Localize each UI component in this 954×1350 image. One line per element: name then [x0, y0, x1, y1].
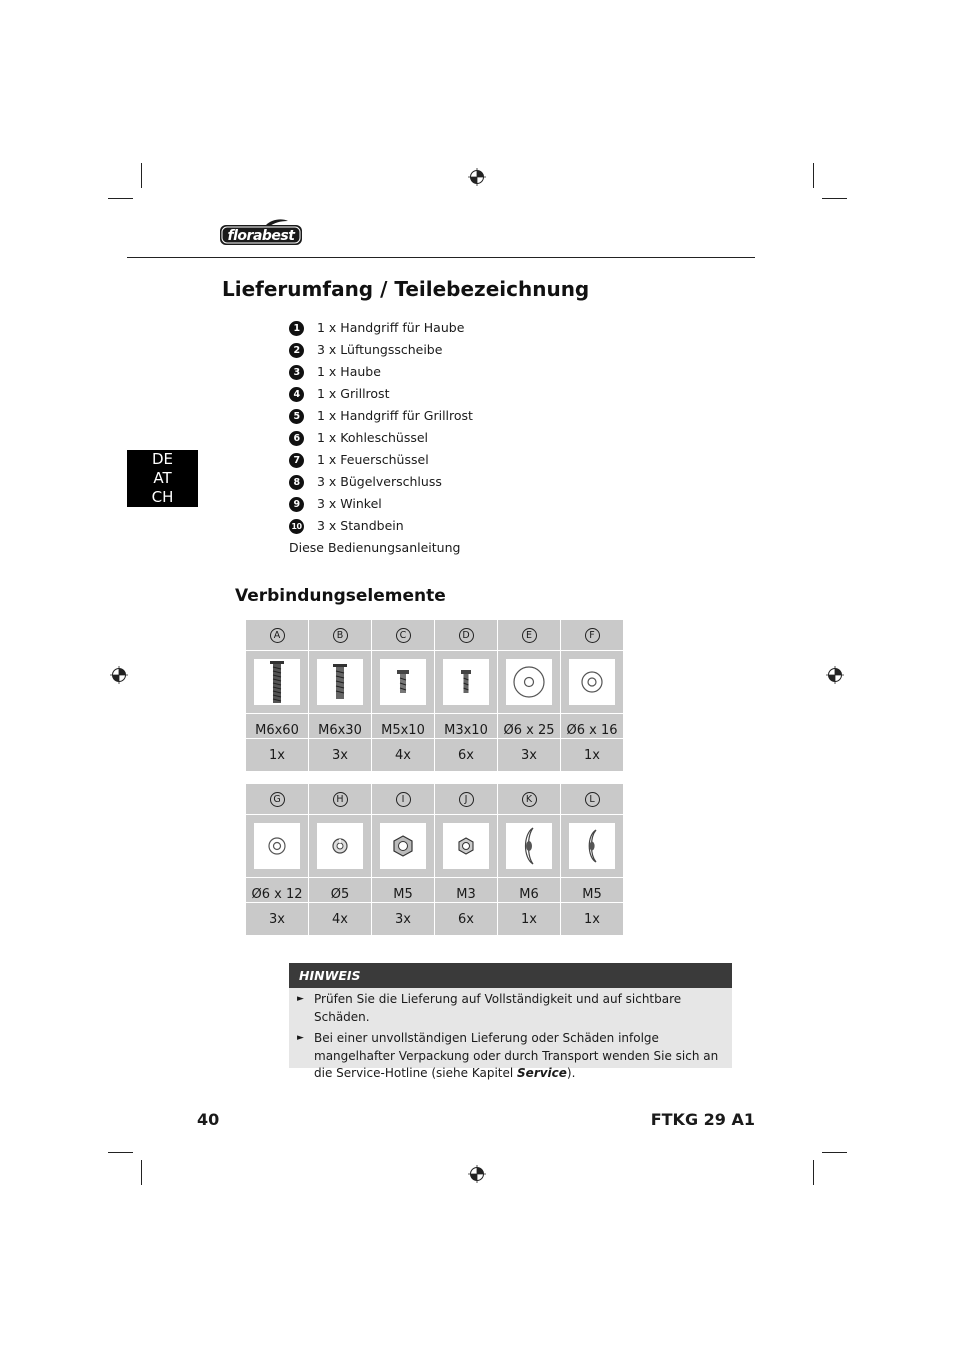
item-label: 3 x Lüftungsscheibe [317, 342, 443, 357]
item-number-badge: 2 [289, 343, 304, 358]
list-item [289, 361, 473, 383]
table-row [246, 784, 624, 815]
notice-text: ). [566, 1066, 576, 1080]
language-tab [127, 450, 198, 507]
table-cell: 1x [561, 739, 624, 772]
table-cell: 1x [498, 903, 561, 936]
list-item [289, 515, 473, 537]
notice-heading: HINWEIS [289, 963, 732, 988]
table-cell [498, 651, 561, 714]
part-letter: E [522, 628, 537, 643]
item-label: 1 x Haube [317, 364, 381, 379]
registration-mark-icon [468, 1165, 486, 1183]
table-cell: M3x10 [435, 714, 498, 739]
table-cell [372, 784, 435, 815]
table-cell [246, 784, 309, 815]
large-washer-icon [511, 664, 547, 700]
item-label: 1 x Kohleschüssel [317, 430, 429, 445]
item-label: 1 x Feuerschüssel [317, 452, 429, 467]
table-cell: M6 [498, 878, 561, 903]
table-row [246, 620, 624, 651]
crop-mark [108, 1152, 133, 1153]
part-letter: B [333, 628, 348, 643]
list-item [289, 449, 473, 471]
small-hex-nut-icon [457, 837, 475, 855]
table-cell: 6x [435, 739, 498, 772]
table-cell: M6x60 [246, 714, 309, 739]
table-cell [372, 620, 435, 651]
table-cell [309, 815, 372, 878]
item-label: 1 x Handgriff für Grillrost [317, 408, 473, 423]
item-number-badge: 5 [289, 409, 304, 424]
table-row [246, 651, 624, 714]
section-title: Verbindungselemente [235, 586, 446, 606]
notice-box [289, 963, 732, 1080]
table-row [246, 903, 624, 936]
item-number-badge: 1 [289, 321, 304, 336]
item-label: 3 x Standbein [317, 518, 404, 533]
part-letter: K [522, 792, 537, 807]
item-number-badge: 10 [289, 519, 304, 534]
list-item [289, 317, 473, 339]
part-letter: A [270, 628, 285, 643]
part-letter: J [459, 792, 474, 807]
item-number-badge: 7 [289, 453, 304, 468]
table-row [246, 714, 624, 739]
arrow-right-icon: ► [297, 994, 304, 1004]
language-code: CH [151, 488, 174, 506]
table-row [246, 739, 624, 772]
item-label: 1 x Grillrost [317, 386, 390, 401]
table-cell: 3x [309, 739, 372, 772]
registration-mark-icon [110, 666, 128, 684]
table-cell [372, 815, 435, 878]
table-cell: 6x [435, 903, 498, 936]
parts-list [289, 317, 473, 559]
connectors-table [245, 619, 624, 772]
item-number-badge: 8 [289, 475, 304, 490]
table-cell: 3x [498, 739, 561, 772]
table-cell: M6x30 [309, 714, 372, 739]
table-cell: M5 [561, 878, 624, 903]
table-cell [435, 784, 498, 815]
table-cell: M5x10 [372, 714, 435, 739]
table-cell [498, 815, 561, 878]
long-screw-icon [267, 660, 287, 704]
wing-nut-icon [580, 828, 604, 864]
wing-nut-icon [515, 826, 543, 866]
crop-mark [822, 198, 847, 199]
list-item [289, 339, 473, 361]
table-cell [309, 620, 372, 651]
service-reference: Service [517, 1066, 567, 1080]
crop-mark [822, 1152, 847, 1153]
table-cell [435, 620, 498, 651]
table-row [246, 815, 624, 878]
notice-item [289, 991, 732, 1026]
header-rule [127, 257, 755, 258]
table-cell [309, 784, 372, 815]
table-cell [498, 784, 561, 815]
table-cell [561, 651, 624, 714]
language-code: AT [153, 469, 172, 487]
table-cell [435, 651, 498, 714]
florabest-logo [220, 219, 302, 245]
list-item [289, 471, 473, 493]
table-cell: Ø6 x 16 [561, 714, 624, 739]
hex-nut-icon [392, 835, 414, 857]
table-cell: M5 [372, 878, 435, 903]
notice-text: Prüfen Sie die Lieferung auf Vollständigkeit und auf sichtbare Schäden. [314, 992, 682, 1024]
item-label: 3 x Bügelverschluss [317, 474, 442, 489]
table-cell: 4x [309, 903, 372, 936]
table-cell: 1x [246, 739, 309, 772]
table-row [246, 878, 624, 903]
table-cell [246, 651, 309, 714]
notice-text: Bei einer unvollständigen Lieferung oder Schäden infolge mangelhafter Verpackung oder durch Transport wenden Sie sich an die Service-Hotline (siehe Kapitel [314, 1031, 719, 1080]
table-cell [309, 651, 372, 714]
table-cell: 4x [372, 739, 435, 772]
crop-mark [108, 198, 133, 199]
item-number-badge: 3 [289, 365, 304, 380]
item-label: 3 x Winkel [317, 496, 382, 511]
registration-mark-icon [468, 168, 486, 186]
table-cell [435, 815, 498, 878]
small-screw-icon [460, 669, 472, 695]
registration-mark-icon [826, 666, 844, 684]
table-cell [246, 620, 309, 651]
table-cell: Ø5 [309, 878, 372, 903]
part-letter: H [333, 792, 348, 807]
page-number: 40 [197, 1110, 220, 1129]
small-washer-icon [267, 836, 287, 856]
item-number-badge: 4 [289, 387, 304, 402]
page-title: Lieferumfang / Teilebezeichnung [222, 277, 590, 301]
medium-screw-icon [330, 662, 350, 702]
connectors-table [245, 783, 624, 936]
table-cell: M3 [435, 878, 498, 903]
part-letter: C [396, 628, 411, 643]
washer-icon [580, 670, 604, 694]
crop-mark [141, 1160, 142, 1185]
part-letter: I [396, 792, 411, 807]
item-number-badge: 6 [289, 431, 304, 446]
parts-note: Diese Bedienungsanleitung [289, 540, 461, 555]
table-cell: 3x [372, 903, 435, 936]
table-cell [246, 815, 309, 878]
table-cell: 3x [246, 903, 309, 936]
crop-mark [141, 163, 142, 188]
crop-mark [813, 163, 814, 188]
part-letter: G [270, 792, 285, 807]
table-cell [498, 620, 561, 651]
split-washer-icon [331, 837, 349, 855]
part-letter: F [585, 628, 600, 643]
notice-item [289, 1030, 732, 1083]
part-letter: D [459, 628, 474, 643]
list-item [289, 427, 473, 449]
table-cell [561, 784, 624, 815]
language-code: DE [151, 450, 174, 468]
table-cell: Ø6 x 25 [498, 714, 561, 739]
crop-mark [813, 1160, 814, 1185]
item-number-badge: 9 [289, 497, 304, 512]
list-item [289, 383, 473, 405]
table-cell: Ø6 x 12 [246, 878, 309, 903]
short-screw-icon [395, 669, 411, 695]
table-cell [561, 620, 624, 651]
logo-text: florabest [227, 228, 295, 244]
table-cell [372, 651, 435, 714]
table-cell [561, 815, 624, 878]
item-label: 1 x Handgriff für Haube [317, 320, 465, 335]
model-number: FTKG 29 A1 [650, 1110, 755, 1129]
table-cell: 1x [561, 903, 624, 936]
list-item [289, 493, 473, 515]
list-item [289, 405, 473, 427]
part-letter: L [585, 792, 600, 807]
arrow-right-icon: ► [297, 1033, 304, 1043]
